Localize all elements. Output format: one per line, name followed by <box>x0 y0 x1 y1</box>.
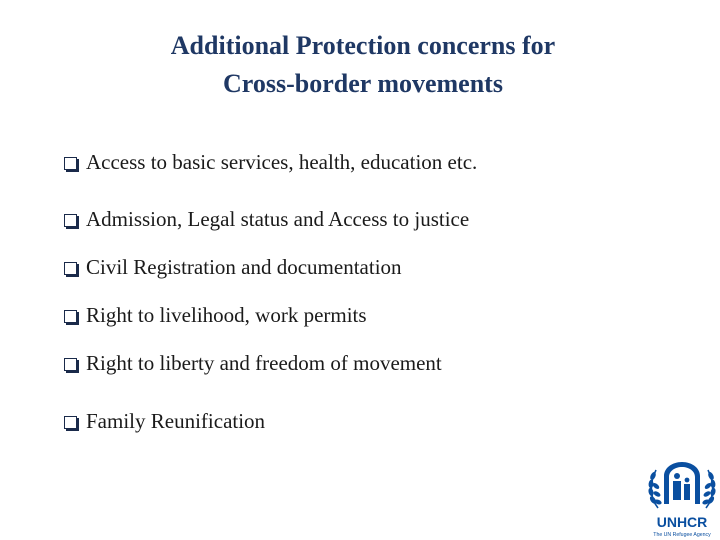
checkbox-bullet-icon <box>64 310 77 323</box>
unhcr-logo <box>644 454 720 540</box>
bullet-item <box>64 350 442 376</box>
checkbox-bullet-icon <box>64 214 77 227</box>
bullet-text: Right to livelihood, work permits <box>86 302 367 327</box>
bullet-item <box>64 254 402 280</box>
bullet-item <box>64 408 265 434</box>
bullet-text: Family Reunification <box>86 408 266 433</box>
bullet-text: Right to liberty and freedom of movement <box>86 350 442 375</box>
bullet-text: Access to basic services, health, education etc. <box>86 149 478 174</box>
checkbox-bullet-icon <box>64 358 77 371</box>
checkbox-bullet-icon <box>64 262 77 275</box>
slide-title <box>0 27 720 103</box>
bullet-text: Civil Registration and documentation <box>86 254 402 279</box>
bullet-item <box>64 302 367 328</box>
slide-title-line-2: Cross-border movements <box>223 69 503 98</box>
bullet-item <box>64 206 469 232</box>
logo-tagline: The UN Refugee Agency <box>653 532 711 538</box>
slide-title-line-1: Additional Protection concerns for <box>170 31 556 60</box>
bullet-item <box>64 149 477 175</box>
logo-wordmark: UNHCR <box>656 514 708 530</box>
checkbox-bullet-icon <box>64 157 77 170</box>
checkbox-bullet-icon <box>64 416 77 429</box>
bullet-text: Admission, Legal status and Access to justice <box>86 206 470 231</box>
unhcr-emblem-icon <box>648 462 717 508</box>
